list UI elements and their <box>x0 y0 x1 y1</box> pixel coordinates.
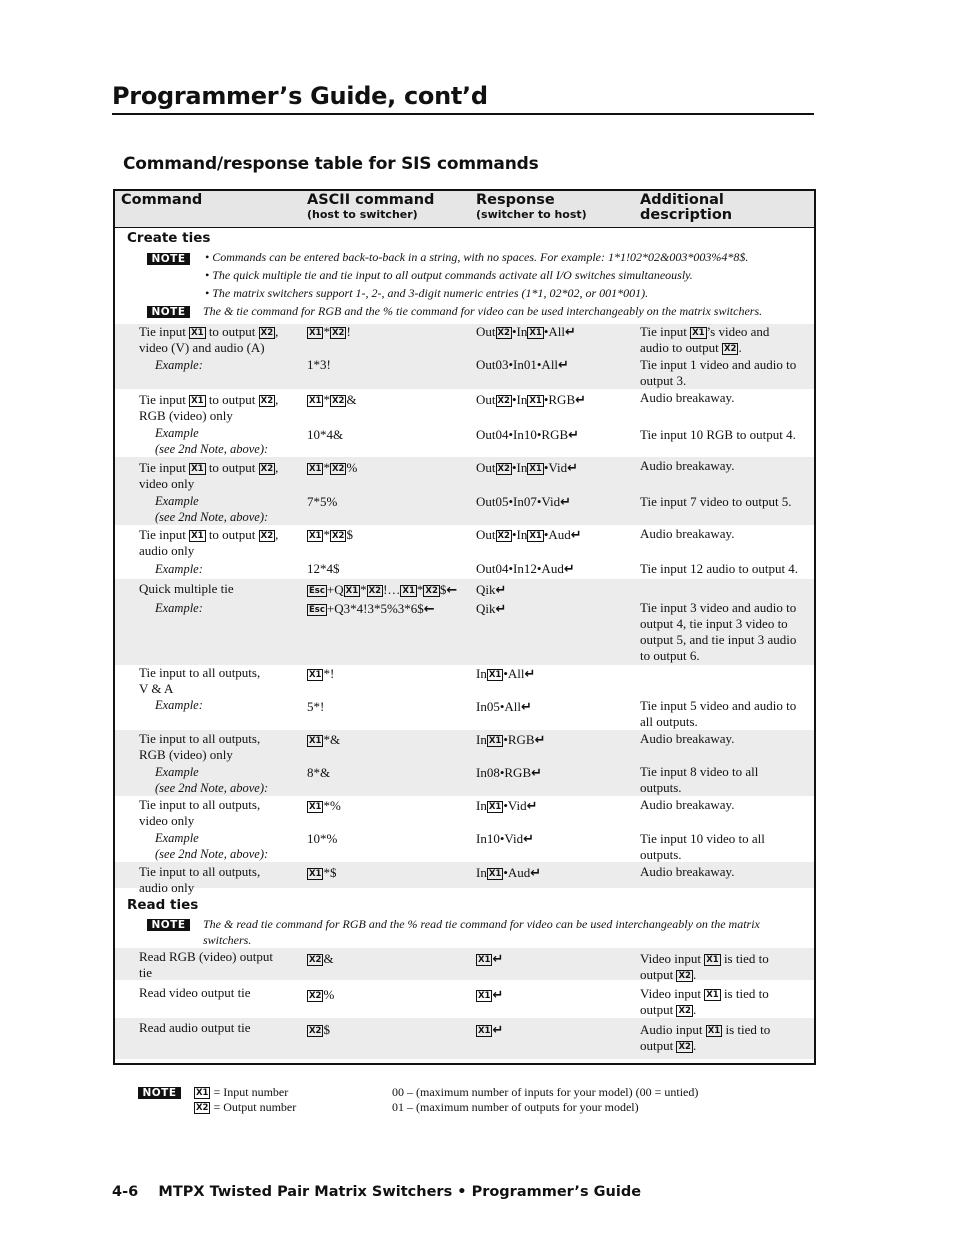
example-label: Example (see 2nd Note, above): <box>155 765 269 795</box>
example-ascii: Esc +Q3*4!3*5%3*6$← <box>309 601 435 617</box>
note-line: The & tie command for RGB and the % tie command for video can be used interchangeably on the matrix switchers. <box>203 304 763 318</box>
ascii-cell: X1 * X2 ! <box>309 324 351 339</box>
section-read-ties: Read ties <box>127 897 199 913</box>
ascii-cell: Esc +Q X1 * X2 !… X1 * X2 $← <box>309 582 458 598</box>
example-desc: Tie input 8 video to all outputs. <box>640 764 759 795</box>
example-label: Example: <box>155 358 203 372</box>
example-ascii: 7*5% <box>307 494 338 509</box>
title-rule <box>112 113 814 115</box>
response-cell: In X1 •Aud↵ <box>476 865 542 881</box>
desc-cell: Audio breakaway. <box>640 458 735 473</box>
example-response: In10•Vid↵ <box>476 831 535 847</box>
response-cell: In X1 •RGB↵ <box>476 732 546 748</box>
desc-cell: Audio breakaway. <box>640 526 735 541</box>
response-cell: Out X2 •In X1 •Aud↵ <box>476 527 582 543</box>
note-line: The & read tie command for RGB and the % read tie command for video can be used interchangeably on the matrix switchers. <box>203 917 760 947</box>
example-ascii: 10*4& <box>307 427 344 442</box>
note-line: • The quick multiple tie and tie input to all output commands activate all I/O switches simultaneously. <box>205 268 693 282</box>
example-label: Example (see 2nd Note, above): <box>155 426 269 456</box>
footnote-ranges: 00 – (maximum number of inputs for your model) (00 = untied) 01 – (maximum number of outputs for your model) <box>392 1085 699 1114</box>
desc-cell: Tie input X1 ’s video and audio to output X2 . <box>640 324 770 355</box>
section-subtitle: Command/response table for SIS commands <box>123 154 539 174</box>
header-additional: Additional description <box>640 192 733 223</box>
example-response: Qik↵ <box>476 601 507 617</box>
example-label: Example: <box>155 698 203 712</box>
ascii-cell: X2 $ <box>309 1022 330 1037</box>
example-ascii: 10*% <box>307 831 338 846</box>
example-label: Example: <box>155 601 203 615</box>
response-cell: X1 ↵ <box>478 988 504 1003</box>
sis-command-table <box>113 189 816 1065</box>
cmd-cell: Tie input to all outputs, video only <box>139 797 261 828</box>
header-response: Response (switcher to host) <box>476 192 587 221</box>
example-desc: Tie input 10 RGB to output 4. <box>640 427 796 442</box>
example-response: Out05•In07•Vid↵ <box>476 494 572 510</box>
example-response: Out04•In10•RGB↵ <box>476 427 580 443</box>
example-response: In05•All↵ <box>476 699 532 715</box>
example-label: Example (see 2nd Note, above): <box>155 831 269 861</box>
header-ascii: ASCII command (host to switcher) <box>307 192 435 221</box>
footnote-keys: X1 = Input number X2 = Output number <box>196 1085 297 1114</box>
cmd-cell: Tie input to all outputs, V & A <box>139 665 261 696</box>
note-line: • The matrix switchers support 1-, 2-, and 3-digit numeric entries (1*1, 02*02, or 001*001). <box>205 286 649 300</box>
footer-doc-title: MTPX Twisted Pair Matrix Switchers • Programmer’s Guide <box>158 1184 642 1200</box>
note-line: • Commands can be entered back-to-back in a string, with no spaces. For example: 1*1!02*02&003*003%4*8$. <box>205 250 749 264</box>
example-label: Example: <box>155 562 203 576</box>
example-response: In08•RGB↵ <box>476 765 543 781</box>
ascii-cell: X2 % <box>309 987 335 1002</box>
response-cell: Qik↵ <box>476 582 507 598</box>
page-footer <box>112 1184 641 1200</box>
example-desc: Tie input 12 audio to output 4. <box>640 561 799 576</box>
desc-cell: Audio breakaway. <box>640 731 735 746</box>
ascii-cell: X1 * X2 & <box>309 392 357 407</box>
response-cell: In X1 •Vid↵ <box>476 798 538 814</box>
note-badge: NOTE <box>147 919 190 931</box>
desc-cell: Video input X1 is tied to output X2 . <box>640 951 769 982</box>
ascii-cell: X2 & <box>309 951 334 966</box>
cmd-cell: Read video output tie <box>139 985 251 1000</box>
response-cell: X1 ↵ <box>478 1023 504 1038</box>
ascii-cell: X1 *$ <box>309 865 337 880</box>
example-desc: Tie input 5 video and audio to all outputs. <box>640 698 797 729</box>
ascii-cell: X1 *& <box>309 732 341 747</box>
cmd-cell: Read RGB (video) output tie <box>139 949 273 980</box>
ascii-cell: X1 *! <box>309 666 335 681</box>
response-cell: In X1 •All↵ <box>476 666 536 682</box>
example-desc: Tie input 3 video and audio to output 4, tie input 3 video to output 5, and tie input 3 audio to output 6. <box>640 600 797 663</box>
note-badge: NOTE <box>147 306 190 318</box>
example-response: Out04•In12•Aud↵ <box>476 561 575 577</box>
example-ascii: 1*3! <box>307 357 331 372</box>
response-cell: Out X2 •In X1 •Vid↵ <box>476 460 579 476</box>
example-ascii: 5*! <box>307 699 325 714</box>
page-title: Programmer’s Guide, cont’d <box>112 82 488 110</box>
example-desc: Tie input 7 video to output 5. <box>640 494 792 509</box>
ascii-cell: X1 * X2 $ <box>309 527 353 542</box>
page-number: 4-6 <box>112 1184 139 1200</box>
cmd-cell: Tie input X1 to output X2 , video (V) and audio (A) <box>139 324 279 355</box>
response-cell: X1 ↵ <box>478 952 504 967</box>
example-response: Out03•In01•All↵ <box>476 357 569 373</box>
x2-key: X2 <box>260 328 274 338</box>
cmd-cell: Tie input to all outputs, audio only <box>139 864 261 895</box>
ascii-cell: X1 *% <box>309 798 341 813</box>
cmd-cell: Quick multiple tie <box>139 581 234 596</box>
ascii-cell: X1 * X2 % <box>309 460 358 475</box>
response-cell: Out X2 •In X1 •All↵ <box>476 324 576 340</box>
note-badge: NOTE <box>138 1087 181 1099</box>
header-command: Command <box>121 192 203 208</box>
example-desc: Tie input 10 video to all outputs. <box>640 831 765 862</box>
cmd-cell: Tie input X1 to output X2 , RGB (video) only <box>139 392 279 423</box>
desc-cell: Video input X1 is tied to output X2 . <box>640 986 769 1017</box>
section-create-ties: Create ties <box>127 230 211 246</box>
desc-cell: Audio breakaway. <box>640 797 735 812</box>
example-ascii: 12*4$ <box>307 561 340 576</box>
desc-cell: Audio breakaway. <box>640 864 735 879</box>
response-cell: Out X2 •In X1 •RGB↵ <box>476 392 587 408</box>
desc-cell: Audio input X1 is tied to output X2 . <box>640 1022 771 1053</box>
cmd-cell: Tie input X1 to output X2 , audio only <box>139 527 279 558</box>
cmd-cell: Read audio output tie <box>139 1020 251 1035</box>
table-header <box>115 191 814 228</box>
desc-cell: Audio breakaway. <box>640 390 735 405</box>
example-label: Example (see 2nd Note, above): <box>155 494 269 524</box>
cmd-cell: Tie input X1 to output X2 , video only <box>139 460 279 491</box>
note-badge: NOTE <box>147 253 190 265</box>
example-ascii: 8*& <box>307 765 331 780</box>
example-desc: Tie input 1 video and audio to output 3. <box>640 357 797 388</box>
x1-key: X1 <box>191 328 204 338</box>
cmd-cell: Tie input to all outputs, RGB (video) only <box>139 731 261 762</box>
